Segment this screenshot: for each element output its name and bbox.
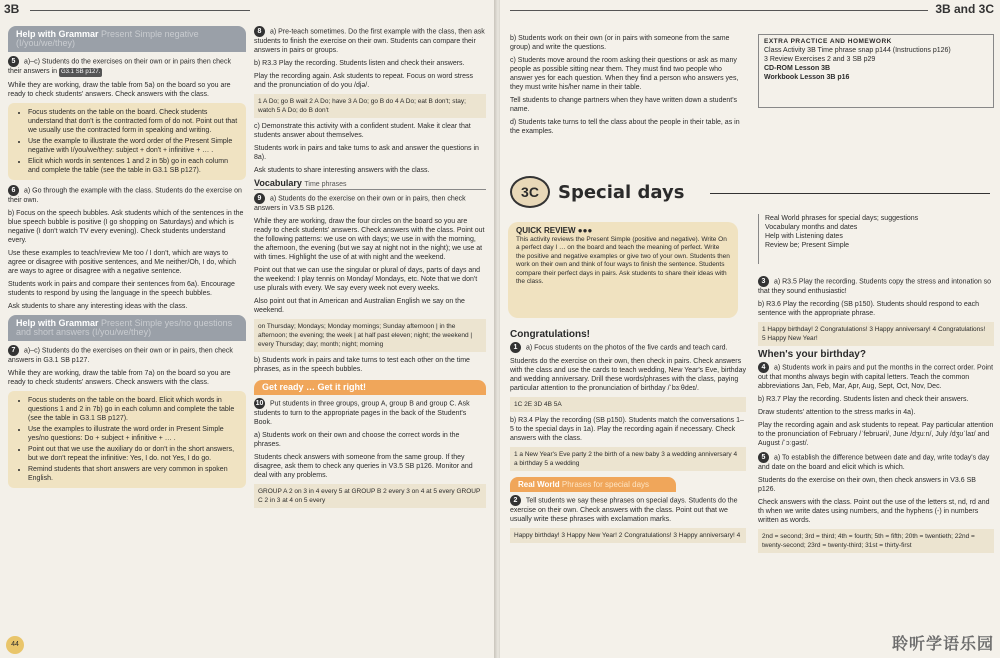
vocabulary-heading: Vocabulary Time phrases <box>254 179 486 190</box>
step-number-icon: 5 <box>8 56 19 67</box>
step-5-right: 5 a) To establish the difference between date and day, write today's day and date on the board and elicit which is which. <box>758 454 990 471</box>
note-item: • Point out that we use the auxiliary do or don't in the short answers, but we don't repeat the infinitive: Yes, I do. not Yes, I do go. <box>28 445 240 463</box>
answer-key: 1 A Do; go B wait 2 A Do; have 3 A Do; go B do 4 A Do; eat B don't; stay; watch 5 A Do; do B don't <box>254 94 486 118</box>
quick-review-box: QUICK REVIEW ●●● This activity reviews the Present Simple (positive and negative). Write On a perfect day I … on the board and teach the meaning of perfect. Write the positive and negative examples or give two of your own. Students then work on their own and think of four ways to finish the sentence. Students compare their perfect days in pairs. Ask students to share their ideas with the class. <box>508 222 738 318</box>
step-6-d: Students work in pairs and compare their sentences from 6a). Encourage students to respond by using the language in the speech bubbles. <box>8 281 235 297</box>
note-item: • Focus students on the table on the board. Elicit which words in questions 1 and 2 in 7b) go in each column and complete the table (see the table in G3.1 SB p127). <box>28 396 240 423</box>
step-9-d: Also point out that in American and Australian English we say on the weekend. <box>254 298 465 314</box>
left-column-2 <box>254 26 486 512</box>
step-6: 6 a) Go through the example with the class. Students do the exercise on their own. <box>8 187 242 204</box>
step-number-icon: 4 <box>758 362 769 373</box>
congratulations-heading: Congratulations! <box>510 329 590 340</box>
step-number-icon: 2 <box>510 495 521 506</box>
extra-practice-box: EXTRA PRACTICE AND HOMEWORK Class Activity 3B Time phrase snap p144 (Instructions p126) 3 Review Exercises 2 and 3 SB p29 CD-ROM Lesson 3B Workbook Lesson 3B p16 <box>758 34 994 108</box>
note-item: • Remind students that short answers are very common in spoken English. <box>28 465 240 483</box>
step-9-b: While they are working, draw the four circles on the board so you are ready to check students' answers. Check answers with the class. Point out the following patterns: we use on with days; we use in with the morning, the afternoon, the evening (but we say at night not in the night); we use at with times. Highlight the use of at with night and the weekend. <box>254 218 485 261</box>
step-3: 3 a) R3.5 Play the recording. Students copy the stress and intonation so that they sound enthusiastic! <box>758 278 992 295</box>
step-10: 10 Put students in three groups, group A, group B and group C. Ask students to turn to the appropriate pages in the back of the Student's Book. <box>254 400 470 426</box>
help-with-grammar-header-2: Help with Grammar Present Simple yes/no questions and short answers (I/you/we/they) <box>8 315 246 341</box>
left-column-1 <box>8 26 246 493</box>
left-page <box>0 0 496 658</box>
teacher-note <box>8 103 246 180</box>
step-4: 4 a) Students work in pairs and put the months in the correct order. Point out that months always begin with capital letters. Teach the common abbreviations Jan, Feb, Mar, Apr, Aug, Sept, Oct, Nov, Dec. <box>758 364 994 390</box>
section-title <box>510 176 684 208</box>
teacher-note-2 <box>8 391 246 488</box>
step-8-e: Students work in pairs and take turns to ask and answer the questions in 8a). <box>254 145 479 161</box>
birthday-heading: When's your birthday? <box>758 349 866 360</box>
watermark: 聆听学语乐园 <box>891 636 994 653</box>
step-5-note: While they are working, draw the table from 5a) on the board so you are ready to check students' answers. Check answers with the class. <box>8 82 231 98</box>
step-9: 9 a) Students do the exercise on their own or in pairs, then check answers in V3.5 SB p126. <box>254 195 466 212</box>
answer-key: 1 a New Year's Eve party 2 the birth of a new baby 3 a wedding anniversary 4 a birthday 5 a wedding <box>510 447 746 471</box>
section-rule <box>710 193 990 194</box>
hwg-title: Help with Grammar <box>16 29 99 39</box>
top-rule <box>30 10 250 11</box>
note-item: • Elicit which words in sentences 1 and 2 in 5b) go in each column and complete the table (see the table in G3.1 SB p127). <box>28 157 240 175</box>
note-item: • Use the example to illustrate the word order of the Present Simple negative with I/you/we/they: subject + don't + infinitive + … . <box>28 137 240 155</box>
section-heading: Special days <box>558 181 685 203</box>
reference-tag: G3.1 SB p127. <box>60 69 101 75</box>
answer-key: Happy birthday! 3 Happy New Year! 2 Congratulations! 3 Happy anniversary! 4 <box>510 528 746 543</box>
step-7: 7 a)–c) Students do the exercises on their own or in pairs, then check answers in G3.1 SB p127. <box>8 347 233 364</box>
step-number-icon: 7 <box>8 345 19 356</box>
page-number: 3B <box>4 2 20 16</box>
step-number-icon: 3 <box>758 276 769 287</box>
step-8-f: Ask students to share interesting answers with the class. <box>254 167 430 174</box>
step-7-note: While they are working, draw the table from 7a) on the board so you are ready to check students' answers. Check answers with the class. <box>8 370 231 386</box>
answer-key: 1 Happy birthday! 2 Congratulations! 3 Happy anniversary! 4 Congratulations! 5 Happy New Year! <box>758 322 994 346</box>
step-number-icon: 1 <box>510 342 521 353</box>
step-10-c: Students check answers with someone from the same group. If they disagree, ask them to check any queries in V3.5 SB p126. Monitor and deal with any problems. <box>254 454 473 479</box>
step-5: 5 a)–c) Students do the exercises on their own or in pairs then check their answers in G3.1 SB p127. <box>8 58 231 75</box>
section-badge: 3C <box>510 176 550 208</box>
right-column-1: Congratulations! 1 a) Focus students on the photos of the five cards and teach card. Students do the exercise on their own, then check in pairs. Check answers with the class and use the cards to teach wedding, New Year's Eve, birthday and wedding anniversary. Drill these words/phrases with the class, paying particular attention to the pronunciation of birthday /ˈbɜːθdeɪ/. 1C 2E 3D 4B 5A b) R3.4 Play the recording (SB p150). Students match the conversations 1–5 to the special days in 1a). Play the recording again if necessary. Check answers with the class. 1 a New Year's Eve party 2 the birth of a new baby 3 a wedding anniversary 4 a birthday 5 a wedding Real World Phrases for special days 2 Tell students we say these phrases on special days. Students do the exercise on their own. Check answers with the class. Point out that we usually write these phrases with exclamation marks. Happy birthday! 3 Happy New Year! 2 Congratulations! 3 Happy anniversary! 4 <box>510 326 746 547</box>
step-number-icon: 5 <box>758 452 769 463</box>
top-rule <box>510 10 928 11</box>
step-number-icon: 10 <box>255 400 264 407</box>
answer-key: GROUP A 2 on 3 in 4 every 5 at GROUP B 2 every 3 on 4 at 5 every GROUP C 2 in 3 at 4 on 5 every <box>254 484 486 508</box>
right-column-2: 3 a) R3.5 Play the recording. Students copy the stress and intonation so that they sound enthusiastic! b) R3.6 Play the recording (SB p150). Students should respond to each sentence with the appropriate phrase. 1 Happy birthday! 2 Congratulations! 3 Happy anniversary! 4 Congratulations! 5 Happy New Year! When's your birthday? 4 a) Students work in pairs and put the months in the correct order. Point out that months always begin with capital letters. Teach the common abbreviations Jan, Feb, Mar, Apr, Aug, Sept, Oct, Nov, Dec. b) R3.7 Play the recording. Students listen and check their answers. Draw students' attention to the stress marks in 4a). Play the recording again and ask students to repeat. Pay particular attention to the pronunciation of February /ˈfebruəri/, June /dʒuːn/, July /dʒʊˈlaɪ/ and August /ˈɔːgəst/. 5 a) To establish the difference between date and day, write today's day and date on the board and elicit which is which. Students do the exercise on their own, then check answers in V3.6 SB p126. Check answers with the class. Point out the use of the letters st, nd, rd and th when we write dates using numbers, and the hyphens (-) in numbers written as words. 2nd = second; 3rd = third; 4th = fourth; 5th = fifth; 20th = twentieth; 22nd = twenty-second; 23rd = twenty-third; 31st = thirty-first <box>758 276 994 557</box>
real-world-header: Real World Phrases for special days <box>510 477 676 492</box>
help-with-grammar-header <box>8 26 246 52</box>
hwg-subtitle: Present Simple negative (I/you/we/they) <box>16 29 199 48</box>
page-corner-number: 44 <box>6 636 24 654</box>
note-item: • Focus students on the table on the board. Check students understand that don't is the contracted form of do not. Point out that we usually use the contracted form in speaking and writing. <box>28 108 240 135</box>
step-2: 2 Tell students we say these phrases on special days. Students do the exercise on their own. Check answers with the class. Point out that we usually write these phrases with exclamation marks. <box>510 497 738 523</box>
right-page <box>500 0 1000 658</box>
note-item: • Use the examples to illustrate the word order in Present Simple yes/no questions: Do + subject + infinitive + … . <box>28 425 240 443</box>
step-number-icon: 9 <box>254 193 265 204</box>
get-ready-header: Get ready … Get it right! <box>254 380 486 395</box>
step-9-c: Point out that we can use the singular or plural of days, parts of days and the weekend: I play tennis on Monday/ Mondays, etc. Note that we don't use plurals with every. We say every week not every weeks. <box>254 267 481 292</box>
answer-key: on Thursday; Mondays; Monday mornings; Sunday afternoon | in the afternoon; the evening; the week | at half past eleven; night; the weekend | every Thursday; day; month; night; morning <box>254 319 486 352</box>
step-8: 8 a) Pre-teach sometimes. Do the first example with the class, then ask students to finish the exercise on their own. Students can compare their answers in pairs or groups. <box>254 28 485 54</box>
step-number-icon: 6 <box>8 185 19 196</box>
step-6-c: Use these examples to teach/review Me too / I don't, which are ways to agree or disagree with positive sentences, and Me neither/Oh, I do, which are ways to agree or disagree with a negative sentence. <box>8 250 237 275</box>
answer-key: 2nd = second; 3rd = third; 4th = fourth; 5th = fifth; 20th = twentieth; 22nd = twenty-second; 23rd = twenty-third; 31st = thirty-first <box>758 529 994 553</box>
step-6-b: b) Focus on the speech bubbles. Ask students which of the sentences in the blue speech bubble is positive (I go shopping on Saturdays) and which is negative (I don't watch TV every evening). Check students understand every. <box>8 210 244 244</box>
right-column-top: b) Students work on their own (or in pairs with someone from the same group) and write the questions. c) Students move around the room asking their questions or ask as many people as possible sitting near them. They must find two people who answer yes for each question. When they find a person who answers yes, they must write his/her name in their table. Tell students to change partners when they have written down a student's name. d) Students take turns to tell the class about the people in their table, as in the examples. <box>510 35 740 135</box>
step-1: 1 a) Focus students on the photos of the five cards and teach card. <box>510 342 746 353</box>
step-10-b: a) Students work on their own and choose the correct words in the phrases. <box>254 432 460 448</box>
lesson-aims-box: Real World phrases for special days; suggestions Vocabulary months and dates Help with Listening dates Review be; Present Simple <box>758 214 994 264</box>
answer-key: 1C 2E 3D 4B 5A <box>510 397 746 412</box>
page-label: 3B and 3C <box>935 2 994 16</box>
step-8-d: c) Demonstrate this activity with a confident student. Make it clear that students answer about themselves. <box>254 123 471 139</box>
step-number-icon: 8 <box>254 26 265 37</box>
step-9-e: b) Students work in pairs and take turns to test each other on the time phrases, as in the speech bubbles. <box>254 357 470 373</box>
step-6-e: Ask students to share any interesting ideas with the class. <box>8 303 188 310</box>
step-8-b: b) R3.3 Play the recording. Students listen and check their answers. <box>254 60 465 67</box>
step-8-c: Play the recording again. Ask students to repeat. Focus on word stress and the pronunciation of do you /djə/. <box>254 73 474 89</box>
